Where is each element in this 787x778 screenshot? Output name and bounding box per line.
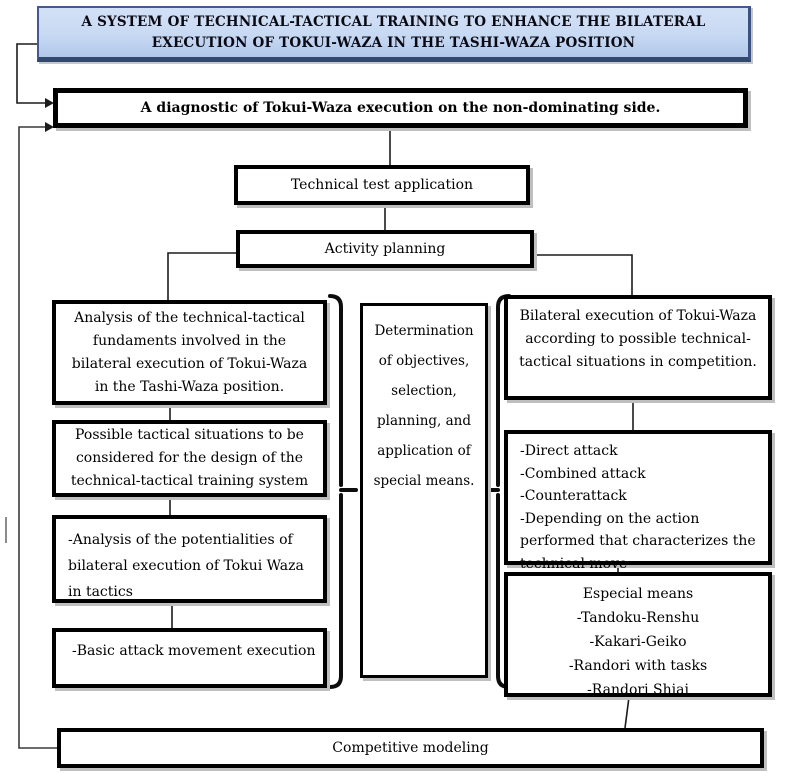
right-box-bilateral-execution [504, 295, 772, 400]
especial-means-item: -Kakari-Geiko [589, 634, 687, 650]
technical-test-text: Technical test application [290, 176, 474, 193]
middle-line: selection, [391, 383, 457, 399]
activity-to-left-column-line [168, 253, 236, 300]
especial-means-heading: Especial means [582, 586, 694, 602]
middle-box-determination [360, 303, 488, 678]
competitive-modeling-box [57, 728, 764, 768]
middle-line: of objectives, [378, 353, 470, 369]
attack-type-item: -Depending on the action performed that characterizes the technical move [520, 510, 756, 572]
left-box3-text: -Analysis of the potentialities of bilateral execution of Tokui Waza in tactics [68, 532, 304, 600]
diagnostic-box [53, 88, 748, 128]
diagnostic-text: A diagnostic of Tokui-Waza execution on the non-dominating side. [140, 99, 661, 116]
right-box1-text: Bilateral execution of Tokui-Waza according to possible technical-tactical situations in competition. [519, 308, 757, 370]
middle-line: planning, and [376, 413, 472, 429]
competitive-modeling-text: Competitive modeling [332, 739, 489, 756]
left-box-analysis-potentialities [52, 515, 327, 603]
left-box-basic-attack [52, 628, 327, 688]
right-box-attack-types [504, 430, 772, 572]
activity-to-right-column-line [535, 255, 632, 297]
middle-line: special means. [373, 473, 475, 489]
left-box-analysis-fundaments [52, 300, 327, 405]
attack-type-item: -Direct attack [520, 443, 618, 459]
attack-type-item: -Counterattack [520, 488, 627, 504]
left-box2-text: Possible tactical situations to be considered for the design of the technical-tactical training system [70, 427, 309, 489]
attack-type-item: -Combined attack [520, 465, 646, 482]
middle-line: application of [377, 443, 471, 459]
title-text: A SYSTEM OF TECHNICAL-TACTICAL TRAINING TO ENHANCE THE BILATERAL EXECUTION OF TOKUI-WAZA IN THE TASHI-WAZA POSITION [81, 13, 706, 51]
right-box-especial-means [504, 572, 772, 697]
activity-planning-box [236, 230, 534, 268]
left-box-possible-situations [52, 420, 327, 497]
especial-means-item: -Randori Shiai [587, 682, 689, 698]
title-banner [37, 6, 751, 62]
middle-line: Determination [374, 323, 474, 339]
especial-means-item: -Randori with tasks [568, 658, 708, 674]
left-group-brace [330, 296, 356, 687]
left-box1-text: Analysis of the technical-tactical fundaments involved in the bilateral execution of Tokui-Waza in the Tashi-Waza position. [71, 309, 308, 395]
especial-means-item: -Tandoku-Renshu [576, 610, 700, 626]
activity-planning-text: Activity planning [324, 240, 446, 257]
technical-test-box [234, 165, 530, 205]
left-box4-text: -Basic attack movement execution [72, 643, 316, 659]
